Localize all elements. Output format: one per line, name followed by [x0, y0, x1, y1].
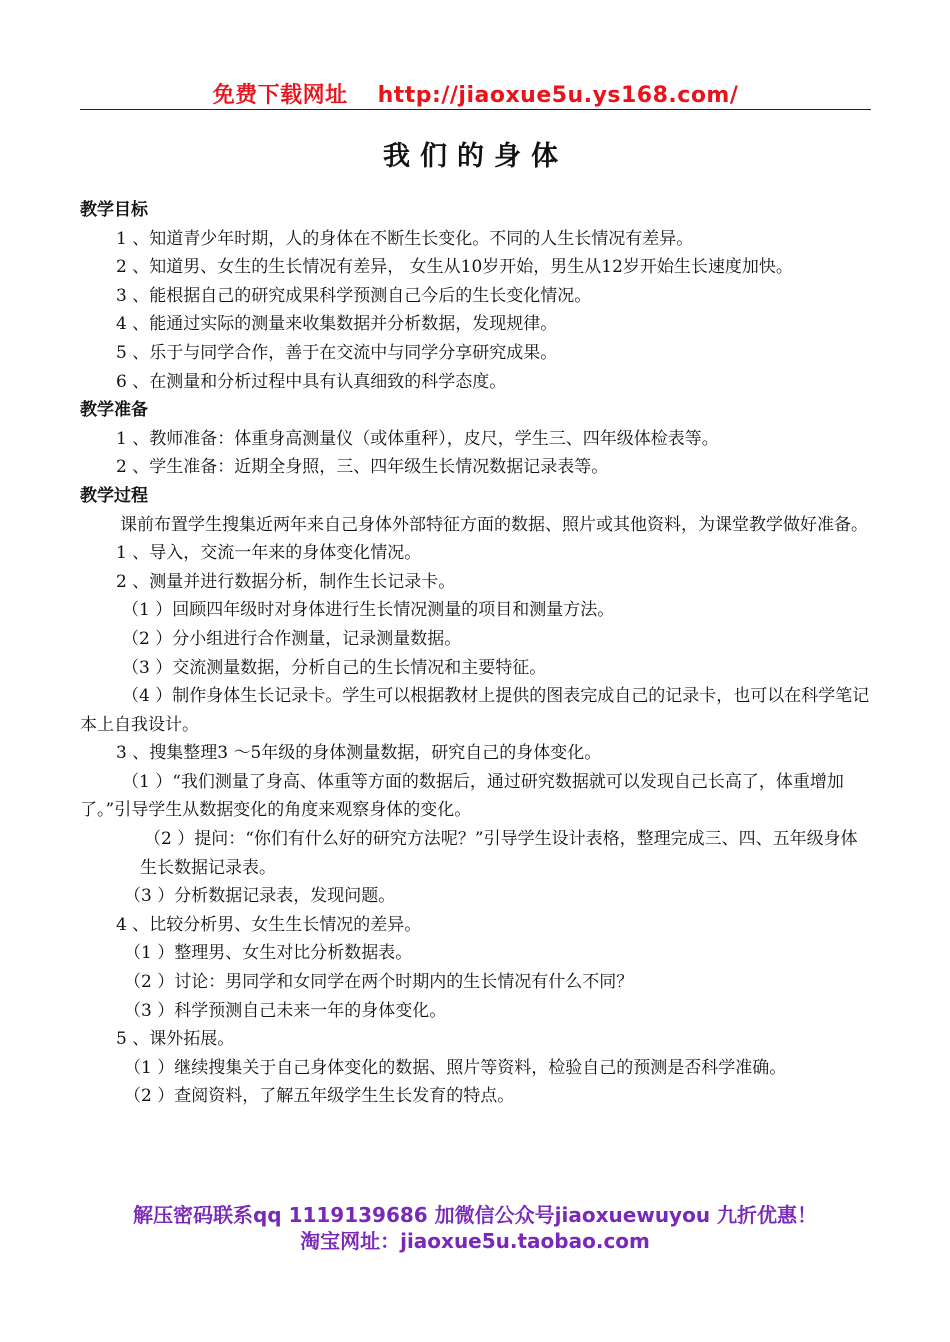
goal-item: 2 、知道男、女生的生长情况有差异， 女生从10岁开始，男生从12岁开始生长速度加快。 [116, 257, 793, 278]
process-step: 2 、测量并进行数据分析，制作生长记录卡。 [116, 571, 456, 592]
process-intro: 课前布置学生搜集近两年来自己身体外部特征方面的数据、照片或其他资料，为课堂教学做好准备。 [120, 514, 868, 535]
header-divider [80, 109, 871, 110]
goal-item: 4 、能通过实际的测量来收集数据并分析数据，发现规律。 [116, 314, 558, 335]
prep-item: 1 、教师准备：体重身高测量仪（或体重秤），皮尺，学生三、四年级体检表等。 [116, 428, 719, 449]
process-substep: （1 ）回顾四年级时对身体进行生长情况测量的项目和测量方法。 [122, 600, 615, 621]
footer-taobao-link[interactable]: 淘宝网址：jiaoxue5u.taobao.com [300, 1229, 650, 1253]
goal-item: 3 、能根据自己的研究成果科学预测自己今后的生长变化情况。 [116, 285, 592, 306]
process-substep: （1 ）继续搜集关于自己身体变化的数据、照片等资料，检验自己的预测是否科学准确。 [124, 1057, 787, 1078]
goal-item: 5 、乐于与同学合作，善于在交流中与同学分享研究成果。 [116, 342, 558, 363]
process-step: 1 、导入，交流一年来的身体变化情况。 [116, 543, 422, 564]
process-step: 5 、课外拓展。 [116, 1029, 235, 1050]
process-substep: （2 ）分小组进行合作测量，记录测量数据。 [122, 628, 462, 649]
process-substep: （3 ）科学预测自己未来一年的身体变化。 [124, 1000, 447, 1021]
footer-contact: 解压密码联系qq 1119139686 加微信公众号jiaoxuewuyou 九折优惠！ [132, 1203, 818, 1227]
header-label: 免费下载网址 [212, 83, 348, 108]
process-step: 4 、比较分析男、女生生长情况的差异。 [116, 914, 422, 935]
process-substep: （2 ）提问：“你们有什么好的研究方法呢？”引导学生设计表格，整理完成三、四、五年级身体生长数据记录表。 [140, 829, 858, 878]
process-substep: （2 ）讨论：男同学和女同学在两个时期内的生长情况有什么不同？ [124, 972, 634, 993]
process-substep: （4 ）制作身体生长记录卡。学生可以根据教材上提供的图表完成自己的记录卡，也可以在科学笔记本上自我设计。 [80, 686, 870, 735]
process-step: 3 、搜集整理3 ～5年级的身体测量数据，研究自己的身体变化。 [116, 743, 602, 764]
section-heading-process: 教学过程 [80, 485, 148, 506]
goal-item: 6 、在测量和分析过程中具有认真细致的科学态度。 [116, 371, 507, 392]
section-heading-prep: 教学准备 [80, 400, 148, 421]
header-url-link[interactable]: http://jiaoxue5u.ys168.com/ [377, 83, 739, 108]
section-heading-goals: 教学目标 [80, 200, 148, 220]
process-substep: （1 ）“我们测量了身高、体重等方面的数据后，通过研究数据就可以发现自己长高了，体重增加了。”引导学生从数据变化的角度来观察身体的变化。 [80, 771, 844, 821]
goal-item: 1 、知道青少年时期，人的身体在不断生长变化。不同的人生长情况有差异。 [116, 228, 694, 249]
process-substep: （2 ）查阅资料，了解五年级学生生长发育的特点。 [124, 1086, 515, 1107]
page-title: 我们的身体 [383, 141, 568, 172]
process-substep: （3 ）交流测量数据，分析自己的生长情况和主要特征。 [122, 657, 547, 678]
download-url-header [80, 78, 871, 109]
process-substep: （3 ）分析数据记录表，发现问题。 [124, 886, 396, 907]
prep-item: 2 、学生准备：近期全身照，三、四年级生长情况数据记录表等。 [116, 457, 609, 478]
process-substep: （1 ）整理男、女生对比分析数据表。 [124, 943, 413, 964]
lesson-body [80, 196, 872, 1111]
